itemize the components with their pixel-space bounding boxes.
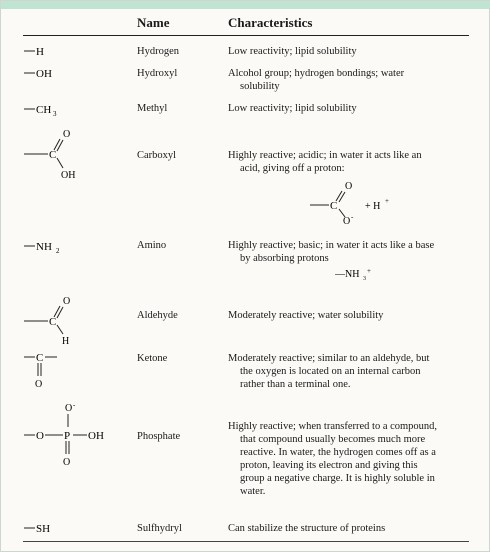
bottom-rule [23,541,469,542]
formula-methyl [23,100,113,123]
char-amino: Highly reactive; basic; in water it acts like a base by absorbing protons [228,240,435,264]
svg-text:3: 3 [363,276,366,282]
header-name: Name [137,15,170,30]
carboxylate-ion-diagram [309,177,429,230]
char-sulfhydryl: Can stabilize the structure of proteins [228,523,386,534]
svg-text:O: O [343,216,351,225]
svg-text:O: O [35,379,43,390]
name-phosphate: Phosphate [137,431,181,442]
svg-text:OH: OH [88,430,104,442]
char-ketone: Moderately reactive; similar to an aldehyde, but the oxygen is located on an internal carbon rather than a terminal one. [228,353,430,390]
svg-text:NH: NH [36,241,52,253]
svg-text:C: C [36,352,44,364]
svg-text:SH: SH [36,523,51,535]
name-aldehyde: Aldehyde [137,310,178,321]
name-hydroxyl: Hydroxyl [137,68,178,79]
formula-amino [23,237,113,260]
svg-text:P: P [64,430,71,442]
char-aldehyde: Moderately reactive; water solubility [228,310,384,321]
svg-text:+: + [385,197,389,205]
formula-hydrogen [23,43,113,64]
svg-text:C: C [330,200,338,212]
formula-sulfhydryl [23,520,113,541]
char-hydrogen: Low reactivity; lipid solubility [228,46,357,57]
svg-text:3: 3 [53,110,57,118]
svg-text:C: C [49,149,57,161]
svg-text:—NH: —NH [335,269,360,280]
name-carboxyl: Carboxyl [137,150,177,161]
top-color-band [1,1,490,9]
formula-carboxyl [23,124,113,189]
header-characteristics: Characteristics [228,15,313,30]
svg-text:+ H: + H [365,201,381,212]
svg-text:+: + [367,267,371,275]
name-methyl: Methyl [137,103,168,114]
char-phosphate: Highly reactive; when transferred to a compound, that compound usually becomes much more reactive. In water, the hydrogen comes off as a proton, leaving its electron and giving this group a negative charge. It is highly soluble in water. [228,421,438,497]
name-ketone: Ketone [137,353,168,364]
svg-text:-: - [73,401,76,409]
svg-text:OH: OH [61,170,76,181]
char-hydroxyl: Alcohol group; hydrogen bondings; water solubility [228,68,405,92]
svg-text:H: H [62,336,70,347]
svg-text:C: C [49,316,57,328]
name-hydrogen: Hydrogen [137,46,179,57]
name-sulfhydryl: Sulfhydryl [137,523,182,534]
header-rule [23,35,469,36]
svg-text:-: - [351,213,354,221]
formula-aldehyde [23,291,113,352]
formula-ketone [23,349,113,396]
svg-text:O: O [345,181,353,192]
ammonium-diagram [335,265,395,288]
svg-text:O: O [63,296,71,307]
svg-text:CH: CH [36,104,52,116]
formula-text-h: H [36,46,44,58]
formula-text-oh: OH [36,68,52,80]
svg-text:O: O [65,403,73,414]
formula-hydroxyl [23,65,113,86]
char-methyl: Low reactivity; lipid solubility [228,103,357,114]
svg-text:O: O [36,430,44,442]
char-carboxyl: Highly reactive; acidic; in water it acts like an acid, giving off a proton: [228,150,422,174]
name-amino: Amino [137,240,167,251]
svg-text:O: O [63,457,71,468]
formula-phosphate [23,401,133,474]
svg-text:2: 2 [56,247,60,255]
svg-text:O: O [63,129,71,140]
